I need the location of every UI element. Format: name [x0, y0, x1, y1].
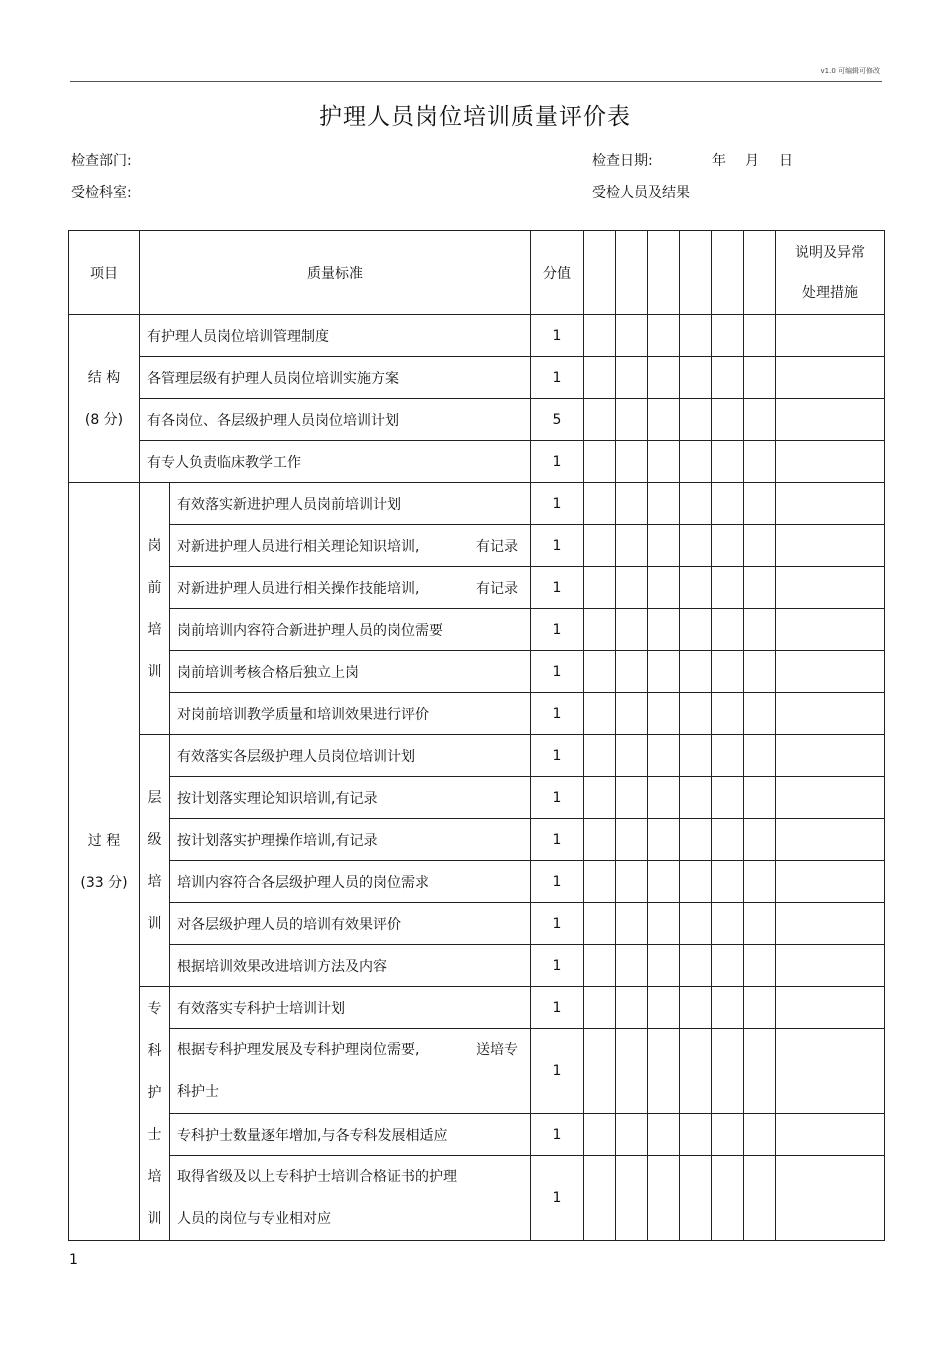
subcategory-level: [140, 735, 170, 987]
standard-text: 各管理层级有护理人员岗位培训实施方案: [140, 357, 531, 399]
result-cell[interactable]: [680, 735, 712, 777]
score-value: 1: [531, 945, 584, 987]
standard-text-line2: 科护士: [177, 1084, 219, 1100]
category-structure-points: (8 分): [84, 411, 124, 428]
note-cell[interactable]: [776, 357, 885, 399]
result-cell[interactable]: [648, 735, 680, 777]
result-cell[interactable]: [712, 987, 744, 1029]
table-row: [69, 777, 885, 819]
standard-text: 培训内容符合各层级护理人员的岗位需求: [170, 861, 531, 903]
note-cell[interactable]: [776, 315, 885, 357]
category-process-name: 过 程: [87, 832, 121, 849]
result-cell[interactable]: [712, 777, 744, 819]
note-cell[interactable]: [776, 483, 885, 525]
result-cell[interactable]: [616, 777, 648, 819]
result-cell[interactable]: [744, 903, 776, 945]
result-cell[interactable]: [712, 399, 744, 441]
result-cell[interactable]: [648, 609, 680, 651]
standard-text-line2: 人员的岗位与专业相对应: [177, 1211, 331, 1227]
result-cell[interactable]: [584, 1156, 616, 1241]
header-note: [776, 231, 885, 315]
result-cell[interactable]: [680, 987, 712, 1029]
result-cell[interactable]: [680, 483, 712, 525]
note-cell[interactable]: [776, 1156, 885, 1241]
result-cell[interactable]: [616, 903, 648, 945]
subcategory-char: 培: [147, 621, 162, 638]
result-cell[interactable]: [616, 315, 648, 357]
table-row: [69, 735, 885, 777]
result-cell[interactable]: [616, 1156, 648, 1241]
result-cell[interactable]: [744, 315, 776, 357]
result-cell[interactable]: [744, 987, 776, 1029]
result-cell[interactable]: [648, 525, 680, 567]
result-cell[interactable]: [616, 819, 648, 861]
table-row: [69, 819, 885, 861]
result-cell[interactable]: [744, 651, 776, 693]
standard-text: 有专人负责临床教学工作: [140, 441, 531, 483]
result-cell[interactable]: [712, 1029, 744, 1114]
result-cell[interactable]: [616, 1029, 648, 1114]
standard-text: 根据专科护理发展及专科护理岗位需要,: [177, 1042, 420, 1058]
result-cell[interactable]: [616, 693, 648, 735]
result-cell[interactable]: [616, 609, 648, 651]
standard-text: 有效落实新进护理人员岗前培训计划: [170, 483, 531, 525]
subcategory-char: 科: [147, 1042, 162, 1059]
subcategory-char: 前: [147, 579, 162, 596]
result-cell[interactable]: [680, 945, 712, 987]
subcategory-char: 层: [147, 789, 162, 806]
date-day: 日: [779, 153, 793, 169]
table-row: [69, 483, 885, 525]
header-rule: [70, 81, 882, 82]
date-year: 年: [712, 153, 726, 169]
evaluation-table: [68, 230, 885, 1241]
score-value: 1: [531, 903, 584, 945]
subcategory-char: 专: [147, 1000, 162, 1017]
note-cell[interactable]: [776, 567, 885, 609]
score-value: 1: [531, 483, 584, 525]
result-cell[interactable]: [584, 693, 616, 735]
table-row: [69, 945, 885, 987]
result-cell[interactable]: [616, 357, 648, 399]
result-cell[interactable]: [648, 357, 680, 399]
result-cell[interactable]: [712, 945, 744, 987]
result-cell[interactable]: [744, 399, 776, 441]
result-cell[interactable]: [648, 903, 680, 945]
result-cell[interactable]: [584, 987, 616, 1029]
score-value: 1: [531, 609, 584, 651]
standard-tail: 有记录: [476, 538, 518, 555]
result-cell[interactable]: [744, 777, 776, 819]
result-cell[interactable]: [648, 567, 680, 609]
standard-text: 岗前培训内容符合新进护理人员的岗位需要: [170, 609, 531, 651]
result-cell[interactable]: [712, 903, 744, 945]
result-cell[interactable]: [584, 945, 616, 987]
result-cell[interactable]: [584, 735, 616, 777]
result-cell[interactable]: [712, 651, 744, 693]
standard-text: 岗前培训考核合格后独立上岗: [170, 651, 531, 693]
score-value: 1: [531, 567, 584, 609]
standard-tail: 有记录: [476, 580, 518, 597]
result-cell[interactable]: [744, 483, 776, 525]
score-value: 1: [531, 819, 584, 861]
result-cell[interactable]: [712, 441, 744, 483]
result-cell[interactable]: [616, 231, 648, 315]
subcategory-char: 岗: [147, 537, 162, 554]
result-cell[interactable]: [584, 483, 616, 525]
note-cell[interactable]: [776, 819, 885, 861]
result-cell[interactable]: [744, 819, 776, 861]
result-cell[interactable]: [648, 231, 680, 315]
result-cell[interactable]: [648, 399, 680, 441]
header-score: 分值: [531, 231, 584, 315]
version-label: v1.0 可编辑可修改: [820, 67, 880, 75]
note-cell[interactable]: [776, 609, 885, 651]
result-cell[interactable]: [648, 441, 680, 483]
result-cell[interactable]: [584, 651, 616, 693]
result-cell[interactable]: [680, 651, 712, 693]
result-cell[interactable]: [584, 861, 616, 903]
table-row: [69, 1029, 885, 1114]
result-cell[interactable]: [680, 231, 712, 315]
header-note-line2: 处理措施: [802, 284, 858, 301]
result-cell[interactable]: [648, 987, 680, 1029]
score-value: 1: [531, 735, 584, 777]
result-cell[interactable]: [680, 693, 712, 735]
result-cell[interactable]: [584, 609, 616, 651]
result-cell[interactable]: [616, 1114, 648, 1156]
note-cell[interactable]: [776, 903, 885, 945]
result-cell[interactable]: [744, 609, 776, 651]
result-cell[interactable]: [616, 735, 648, 777]
result-cell[interactable]: [584, 567, 616, 609]
result-cell[interactable]: [648, 945, 680, 987]
result-cell[interactable]: [680, 567, 712, 609]
table-row: [69, 609, 885, 651]
result-cell[interactable]: [648, 1114, 680, 1156]
table-row: [69, 1114, 885, 1156]
result-cell[interactable]: [712, 1156, 744, 1241]
result-cell[interactable]: [680, 399, 712, 441]
result-cell[interactable]: [744, 441, 776, 483]
table-row: [69, 399, 885, 441]
result-cell[interactable]: [584, 525, 616, 567]
result-cell[interactable]: [584, 441, 616, 483]
header-standard: 质量标准: [140, 231, 531, 315]
standard-tail: 送培专: [476, 1042, 518, 1058]
table-row: [69, 1156, 885, 1241]
result-cell[interactable]: [584, 903, 616, 945]
result-cell[interactable]: [584, 231, 616, 315]
standard-text: 有效落实各层级护理人员岗位培训计划: [170, 735, 531, 777]
result-cell[interactable]: [744, 1114, 776, 1156]
score-value: 1: [531, 861, 584, 903]
result-cell[interactable]: [680, 1156, 712, 1241]
table-header-row: [69, 231, 885, 315]
score-value: 1: [531, 651, 584, 693]
result-cell[interactable]: [616, 525, 648, 567]
standard-text: 根据培训效果改进培训方法及内容: [170, 945, 531, 987]
result-cell[interactable]: [744, 945, 776, 987]
result-cell[interactable]: [712, 735, 744, 777]
table-row: [69, 651, 885, 693]
result-cell[interactable]: [744, 357, 776, 399]
table-row: [69, 861, 885, 903]
result-cell[interactable]: [712, 315, 744, 357]
date-month: 月: [745, 153, 759, 169]
result-cell[interactable]: [680, 315, 712, 357]
result-cell[interactable]: [744, 861, 776, 903]
table-row: [69, 567, 885, 609]
result-cell[interactable]: [712, 1114, 744, 1156]
subcategory-specialty: [140, 987, 170, 1241]
score-value: 1: [531, 693, 584, 735]
result-cell[interactable]: [744, 231, 776, 315]
result-cell[interactable]: [648, 1156, 680, 1241]
note-cell[interactable]: [776, 525, 885, 567]
standard-text: 按计划落实理论知识培训,有记录: [170, 777, 531, 819]
standard-text: 对各层级护理人员的培训有效果评价: [170, 903, 531, 945]
subcategory-char: 级: [147, 831, 162, 848]
subcategory-char: 培: [147, 1168, 162, 1185]
standard-cell: [170, 525, 531, 567]
result-cell[interactable]: [744, 735, 776, 777]
score-value: 5: [531, 399, 584, 441]
category-process-points: (33 分): [80, 874, 128, 891]
standard-cell: [170, 1156, 531, 1241]
standard-text: 取得省级及以上专科护士培训合格证书的护理: [177, 1169, 457, 1185]
result-cell[interactable]: [584, 399, 616, 441]
result-cell[interactable]: [616, 651, 648, 693]
table-row: [69, 525, 885, 567]
result-cell[interactable]: [712, 861, 744, 903]
score-value: 1: [531, 357, 584, 399]
page-number: 1: [69, 1252, 78, 1268]
note-cell[interactable]: [776, 1029, 885, 1114]
result-cell[interactable]: [712, 819, 744, 861]
note-cell[interactable]: [776, 399, 885, 441]
result-cell[interactable]: [712, 231, 744, 315]
result-cell[interactable]: [680, 609, 712, 651]
standard-cell: [170, 567, 531, 609]
result-cell[interactable]: [712, 357, 744, 399]
table-row: [69, 315, 885, 357]
category-process: [69, 483, 140, 1241]
standard-text: 有护理人员岗位培训管理制度: [140, 315, 531, 357]
result-cell[interactable]: [584, 1029, 616, 1114]
score-value: 1: [531, 441, 584, 483]
result-cell[interactable]: [648, 1029, 680, 1114]
result-cell[interactable]: [712, 609, 744, 651]
note-cell[interactable]: [776, 693, 885, 735]
score-value: 1: [531, 1156, 584, 1241]
result-cell[interactable]: [680, 819, 712, 861]
result-cell[interactable]: [680, 525, 712, 567]
result-cell[interactable]: [648, 315, 680, 357]
header-item: 项目: [69, 231, 140, 315]
table-row: [69, 987, 885, 1029]
result-cell[interactable]: [712, 693, 744, 735]
result-cell[interactable]: [584, 777, 616, 819]
standard-text: 对新进护理人员进行相关理论知识培训,: [177, 538, 420, 555]
result-cell[interactable]: [648, 819, 680, 861]
result-cell[interactable]: [616, 483, 648, 525]
result-cell[interactable]: [584, 357, 616, 399]
note-cell[interactable]: [776, 987, 885, 1029]
result-cell[interactable]: [744, 525, 776, 567]
result-cell[interactable]: [648, 651, 680, 693]
score-value: 1: [531, 525, 584, 567]
standard-text: 有效落实专科护士培训计划: [170, 987, 531, 1029]
result-cell[interactable]: [584, 819, 616, 861]
result-cell[interactable]: [712, 483, 744, 525]
note-cell[interactable]: [776, 735, 885, 777]
result-cell[interactable]: [648, 777, 680, 819]
subcategory-char: 士: [147, 1126, 162, 1143]
subcategory-char: 培: [147, 873, 162, 890]
result-cell[interactable]: [680, 357, 712, 399]
result-cell[interactable]: [680, 861, 712, 903]
result-cell[interactable]: [648, 861, 680, 903]
subcategory-pre-job: [140, 483, 170, 735]
note-cell[interactable]: [776, 441, 885, 483]
table-row: [69, 441, 885, 483]
score-value: 1: [531, 777, 584, 819]
result-cell[interactable]: [616, 861, 648, 903]
result-cell[interactable]: [712, 567, 744, 609]
table-row: [69, 693, 885, 735]
date-label: 检查日期:: [592, 153, 653, 169]
standard-text: 对岗前培训教学质量和培训效果进行评价: [170, 693, 531, 735]
result-cell[interactable]: [616, 987, 648, 1029]
subcategory-char: 护: [147, 1084, 162, 1101]
standard-text: 按计划落实护理操作培训,有记录: [170, 819, 531, 861]
standard-text: 对新进护理人员进行相关操作技能培训,: [177, 580, 420, 597]
result-cell[interactable]: [712, 525, 744, 567]
result-cell[interactable]: [584, 1114, 616, 1156]
result-cell[interactable]: [744, 1029, 776, 1114]
result-cell[interactable]: [680, 903, 712, 945]
result-cell[interactable]: [616, 399, 648, 441]
result-cell[interactable]: [680, 777, 712, 819]
result-cell[interactable]: [680, 1114, 712, 1156]
note-cell[interactable]: [776, 945, 885, 987]
note-cell[interactable]: [776, 651, 885, 693]
note-cell[interactable]: [776, 861, 885, 903]
ward-label: 受检科室:: [71, 185, 132, 201]
subcategory-char: 训: [147, 1210, 162, 1227]
result-cell[interactable]: [584, 315, 616, 357]
result-cell[interactable]: [680, 441, 712, 483]
result-cell[interactable]: [616, 567, 648, 609]
score-value: 1: [531, 987, 584, 1029]
table-row: [69, 903, 885, 945]
category-structure: [69, 315, 140, 483]
subcategory-char: 训: [147, 663, 162, 680]
result-cell[interactable]: [680, 1029, 712, 1114]
category-structure-name: 结 构: [87, 369, 121, 386]
subcategory-char: 训: [147, 915, 162, 932]
inspected-people-label: 受检人员及结果: [592, 185, 690, 201]
page-title: 护理人员岗位培训质量评价表: [319, 104, 631, 130]
standard-text: 有各岗位、各层级护理人员岗位培训计划: [140, 399, 531, 441]
standard-cell: [170, 1029, 531, 1114]
result-cell[interactable]: [744, 567, 776, 609]
result-cell[interactable]: [648, 483, 680, 525]
dept-label: 检查部门:: [71, 153, 132, 169]
score-value: 1: [531, 1114, 584, 1156]
result-cell[interactable]: [616, 441, 648, 483]
result-cell[interactable]: [744, 693, 776, 735]
score-value: 1: [531, 1029, 584, 1114]
table-row: [69, 357, 885, 399]
result-cell[interactable]: [744, 1156, 776, 1241]
note-cell[interactable]: [776, 777, 885, 819]
result-cell[interactable]: [648, 693, 680, 735]
note-cell[interactable]: [776, 1114, 885, 1156]
standard-text: 专科护士数量逐年增加,与各专科发展相适应: [170, 1114, 531, 1156]
header-note-line1: 说明及异常: [795, 244, 865, 261]
score-value: 1: [531, 315, 584, 357]
result-cell[interactable]: [616, 945, 648, 987]
